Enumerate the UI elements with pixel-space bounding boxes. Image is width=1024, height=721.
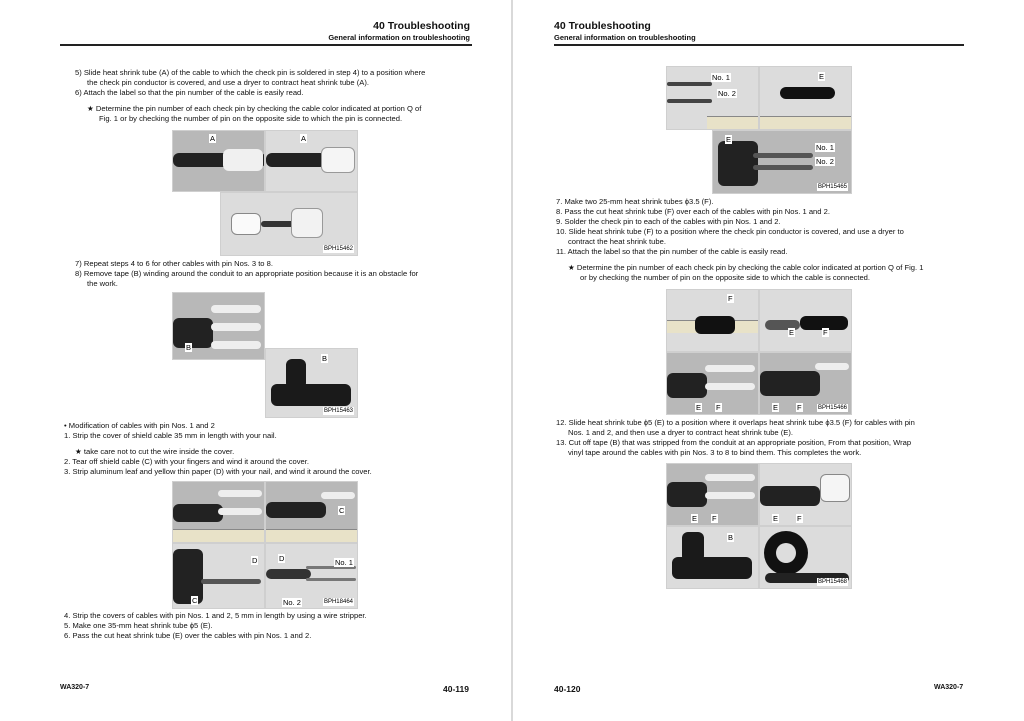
- left-step-8: 8) Remove tape (B) winding around the conduit to an appropriate position because it is an obstacle for: [75, 269, 419, 278]
- right-header-title: 40 Troubleshooting: [554, 20, 651, 32]
- label-d: D: [279, 554, 285, 563]
- left-header-subtitle: General information on troubleshooting: [328, 33, 470, 42]
- label-e: E: [789, 328, 795, 337]
- figure-code: BPH15463: [323, 408, 353, 414]
- label-f: F: [716, 403, 721, 412]
- left-sub-2: 2. Tear off shield cable (C) with your fingers and wind it around the cover.: [64, 457, 309, 466]
- label-a: A: [210, 134, 216, 143]
- photo-shield-3: [172, 543, 265, 609]
- label-d: D: [252, 556, 258, 565]
- left-sub-note: ★ take care not to cut the wire inside the cover.: [75, 447, 235, 456]
- left-note-1: ★ Determine the pin number of each check pin by checking the cable color indicated at portion Q of: [87, 104, 422, 113]
- label-f: F: [797, 514, 802, 523]
- right-step-8: 8. Pass the cut heat shrink tube (F) over each of the cables with pin Nos. 1 and 2.: [556, 207, 830, 216]
- label-e: E: [696, 403, 702, 412]
- photo-tube-e: [759, 66, 852, 130]
- photo-shield-4: [265, 543, 358, 609]
- label-c: C: [192, 596, 198, 605]
- photo-label-attached: [220, 192, 358, 256]
- left-bullet: • Modification of cables with pin Nos. 1 and 2: [64, 421, 215, 430]
- label-f: F: [797, 403, 802, 412]
- label-e: E: [726, 135, 732, 144]
- right-header-subtitle: General information on troubleshooting: [554, 33, 696, 42]
- left-sub-6: 6. Pass the cut heat shrink tube (E) over the cables with pin Nos. 1 and 2.: [64, 631, 312, 640]
- left-header-title: 40 Troubleshooting: [373, 20, 470, 32]
- figure-code: BPH15465: [817, 184, 847, 190]
- right-note: ★ Determine the pin number of each check pin by checking the cable color indicated at portion Q of Fig. 1: [568, 263, 924, 272]
- photo-pins-1: [666, 66, 759, 130]
- right-step-13-cont: vinyl tape around the cables with pin Nos. 3 to 8 to bind them. This completes the work.: [568, 448, 862, 457]
- left-footer-model: WA320-7: [60, 684, 90, 691]
- label-no2: No. 2: [718, 89, 736, 98]
- photo-final-2: [759, 463, 852, 526]
- label-e: E: [819, 72, 825, 81]
- photo-shield-2: [265, 481, 358, 543]
- photo-tube-a-2: [265, 130, 358, 192]
- right-footer-model: WA320-7: [934, 684, 964, 691]
- label-f: F: [823, 328, 828, 337]
- right-header: [554, 20, 696, 43]
- right-note-cont: or by checking the number of pin on the opposite side to which the cable is connected.: [580, 273, 871, 282]
- photo-final-3: [666, 526, 759, 589]
- label-b: B: [728, 533, 734, 542]
- figure-code: BPH15466: [817, 405, 847, 411]
- label-b: B: [322, 354, 328, 363]
- left-step-7: 7) Repeat steps 4 to 6 for other cables with pin Nos. 3 to 8.: [75, 259, 273, 268]
- label-b: B: [186, 343, 192, 352]
- left-step-5: 5) Slide heat shrink tube (A) of the cable to which the check pin is soldered in step 4) to a position where: [75, 68, 426, 77]
- figure-code: BPH15462: [323, 246, 353, 252]
- left-header: [0, 20, 470, 43]
- left-note-1-cont: Fig. 1 or by checking the number of pin on the opposite side to which the pin is connected.: [99, 114, 403, 123]
- label-e: E: [692, 514, 698, 523]
- right-step-10-cont: contract the heat shrink tube.: [568, 237, 666, 246]
- right-step-7: 7. Make two 25-mm heat shrink tubes ϕ3.5 (F).: [556, 197, 714, 206]
- right-step-9: 9. Solder the check pin to each of the cables with pin Nos. 1 and 2.: [556, 217, 781, 226]
- label-e: E: [773, 403, 779, 412]
- photo-tape-b-1: [172, 292, 265, 360]
- left-step-8-cont: the work.: [87, 279, 118, 288]
- right-header-rule: [554, 44, 964, 46]
- right-step-10: 10. Slide heat shrink tube (F) to a position where the check pin conductor is covered, and use a dryer to: [556, 227, 904, 236]
- label-f: F: [728, 294, 733, 303]
- photo-shield-1: [172, 481, 265, 543]
- left-sub-5: 5. Make one 35-mm heat shrink tube ϕ5 (E).: [64, 621, 213, 630]
- photo-tube-a-1: [172, 130, 265, 192]
- left-header-rule: [60, 44, 472, 46]
- label-no2: No. 2: [283, 598, 301, 607]
- photo-tape-b-2: [265, 348, 358, 418]
- label-e: E: [773, 514, 779, 523]
- label-a: A: [301, 134, 307, 143]
- photo-pins-ef-2: [759, 352, 852, 415]
- label-no2: No. 2: [816, 157, 834, 166]
- photo-vinyl-tape: [759, 526, 852, 589]
- label-no1: No. 1: [816, 143, 834, 152]
- left-page-number: 40-119: [443, 684, 469, 694]
- photo-pins-ef-1: [666, 352, 759, 415]
- label-no1: No. 1: [335, 558, 353, 567]
- label-c: C: [339, 506, 345, 515]
- photo-final-1: [666, 463, 759, 526]
- right-step-12-cont: Nos. 1 and 2, and then use a dryer to contract heat shrink tube (E).: [568, 428, 793, 437]
- left-sub-1: 1. Strip the cover of shield cable 35 mm in length with your nail.: [64, 431, 277, 440]
- right-page-number: 40-120: [554, 684, 581, 694]
- right-step-12: 12. Slide heat shrink tube ϕ5 (E) to a position where it overlaps heat shrink tube ϕ3.5 (F) for cables with pin: [556, 418, 915, 427]
- photo-tube-f-measure: [666, 289, 759, 352]
- right-step-13: 13. Cut off tape (B) that was stripped from the conduit at an appropriate position, From that position, Wrap: [556, 438, 912, 447]
- label-f: F: [712, 514, 717, 523]
- left-step-5-cont: the check pin conductor is covered, and use a dryer to contract heat shrink tube (A).: [87, 78, 369, 87]
- label-no1: No. 1: [712, 73, 730, 82]
- left-step-6: 6) Attach the label so that the pin number of the cable is easily read.: [75, 88, 304, 97]
- left-page: [0, 0, 511, 721]
- figure-code: BPH15468: [817, 579, 847, 585]
- left-sub-3: 3. Strip aluminum leaf and yellow thin paper (D) with your nail, and wind it around the cover.: [64, 467, 372, 476]
- figure-code: BPH18464: [323, 599, 353, 605]
- left-sub-4: 4. Strip the covers of cables with pin Nos. 1 and 2, 5 mm in length by using a wire stripper.: [64, 611, 367, 620]
- photo-tube-f-slide: [759, 289, 852, 352]
- right-page: [513, 0, 1024, 721]
- right-step-11: 11. Attach the label so that the pin number of the cable is easily read.: [556, 247, 788, 256]
- photo-tube-e-over-pins: [712, 130, 852, 194]
